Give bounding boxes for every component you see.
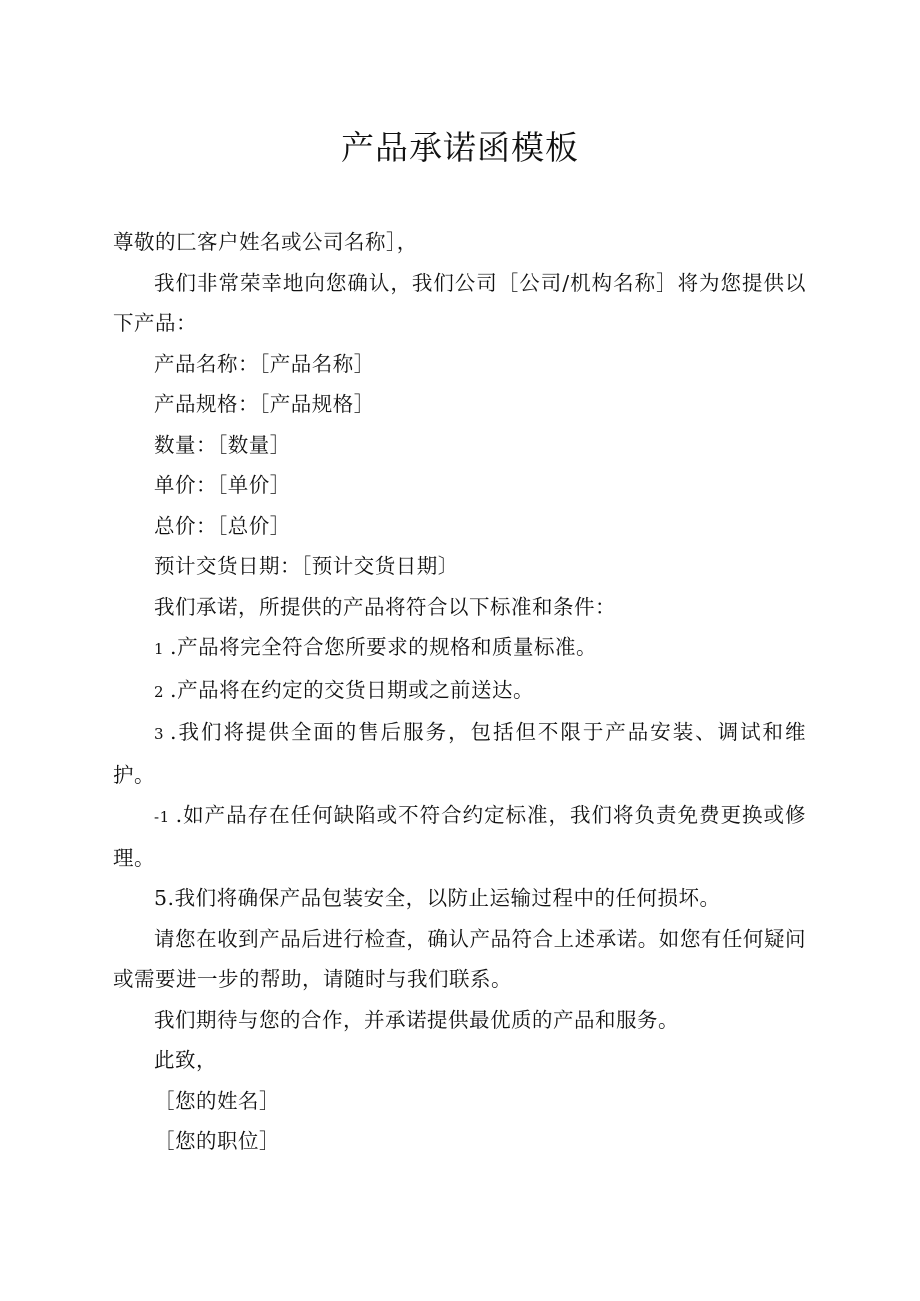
field-label: 预计交货日期： xyxy=(154,554,301,578)
commitment-item-1 xyxy=(113,627,806,670)
item-number: 2 xyxy=(154,682,165,701)
sign-off: 此致， xyxy=(154,1048,217,1072)
item-text: .我们将确保产品包装安全，以防止运输过程中的任何损坏。 xyxy=(167,886,721,910)
item-number: 1 xyxy=(154,640,165,658)
field-label: 产品名称： xyxy=(154,351,259,376)
commitment-item-4 xyxy=(113,795,806,878)
item-number: 3 xyxy=(154,725,165,743)
field-value: ［预计交货日期〕 xyxy=(301,554,459,578)
salutation: 尊敬的匚客户姓名或公司名称］， xyxy=(113,230,418,254)
commitment-item-2 xyxy=(113,670,806,713)
commitment-intro: 我们承诺，所提供的产品将符合以下标准和条件： xyxy=(154,594,616,619)
field-value: ［总价］ xyxy=(217,513,291,538)
request-paragraph: 请您在收到产品后进行检查，确认产品符合上述承诺。如您有任何疑问或需要进一步的帮助，请随时与我们联系。 xyxy=(113,926,806,991)
field-value: ［产品名称］ xyxy=(259,351,375,376)
field-delivery-date xyxy=(113,546,806,587)
field-label: 总价： xyxy=(154,513,217,538)
intro-paragraph: 我们非常荣幸地向您确认，我们公司［公司/机构名称］将为您提供以下产品： xyxy=(113,270,806,335)
field-product-spec xyxy=(113,384,806,425)
field-value: ［产品规格］ xyxy=(259,392,375,416)
signature-name: ［您的姓名］ xyxy=(154,1088,280,1113)
item-number: -1 xyxy=(154,808,170,826)
item-number: 5 xyxy=(154,886,168,910)
field-total-price xyxy=(113,506,806,547)
field-value: ［数量］ xyxy=(217,432,291,457)
document-title: 产品承诺函模板 xyxy=(341,128,579,167)
item-text: .产品将完全符合您所要求的规格和质量标准。 xyxy=(170,635,598,659)
field-label: 单价： xyxy=(154,473,217,497)
field-value: ［单价］ xyxy=(217,473,291,497)
item-text: .我们将提供全面的售后服务，包括但不限于产品安装、调试和维护。 xyxy=(113,720,806,787)
commitment-item-3 xyxy=(113,712,806,795)
commitment-item-5 xyxy=(113,878,806,919)
signature-title: ［您的职位］ xyxy=(154,1129,280,1153)
field-unit-price xyxy=(113,465,806,506)
closing-paragraph: 我们期待与您的合作，并承诺提供最优质的产品和服务。 xyxy=(154,1007,679,1032)
field-quantity xyxy=(113,425,806,466)
field-label: 数量： xyxy=(154,432,217,457)
item-text: .如产品存在任何缺陷或不符合约定标准，我们将负责免费更换或修理。 xyxy=(113,803,806,870)
field-product-name xyxy=(113,344,806,385)
item-text: .产品将在约定的交货日期或之前送达。 xyxy=(170,677,535,702)
document-body xyxy=(113,222,806,1162)
field-label: 产品规格： xyxy=(154,392,259,416)
